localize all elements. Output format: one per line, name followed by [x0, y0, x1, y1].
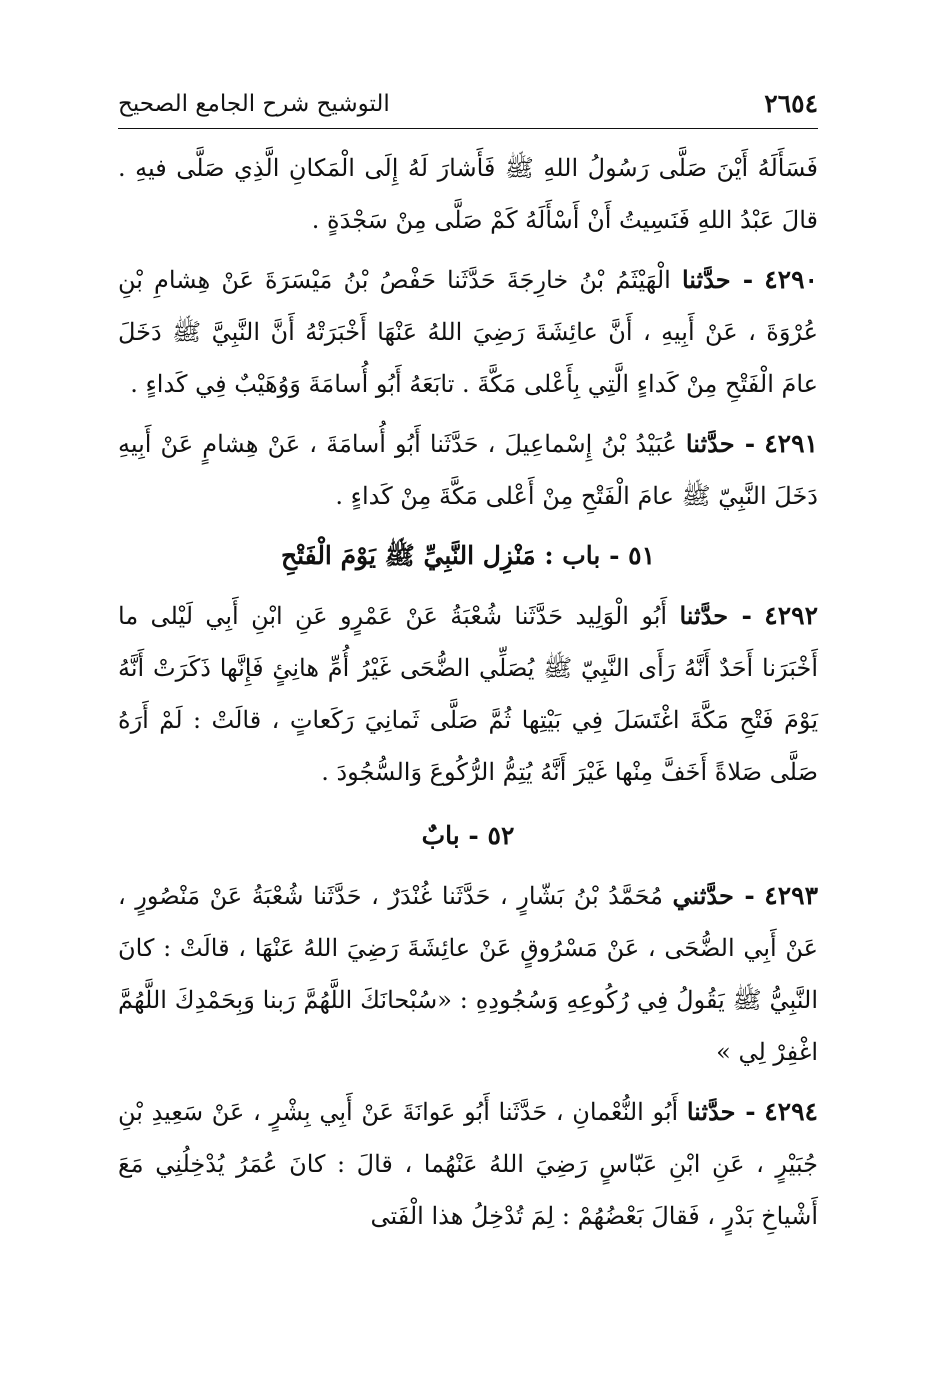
- running-title: التوشيح شرح الجامع الصحيح: [118, 91, 390, 117]
- hadith-text: الْهَيْثَمُ بْنُ خارِجَةَ حَدَّثَنا حَفْصُ بْنُ مَيْسَرَةَ عَنْ هِشامِ بْنِ عُرْوَةَ ، عَنْ أَبِيهِ ، أَنَّ عائِشَةَ رَضِيَ اللهُ عَنْهَا أَخْبَرَتْهُ أَنَّ النَّبِيَّ ﷺ دَخَلَ عامَ الْفَتْحِ مِنْ كَداءٍ الَّتِي بِأَعْلى مَكَّةَ . تابَعَهُ أَبُو أُسامَةَ وَوُهَيْبٌ فِي كَداءٍ .: [118, 266, 818, 398]
- hadith-lead: حدَّثنا: [686, 1097, 736, 1126]
- hadith-4293: ٤٢٩٣ - حدَّثني مُحَمَّدُ بْنُ بَشّارٍ ، حَدَّثَنا غُنْدَرٌ ، حَدَّثَنا شُعْبَةُ عَنْ مَنْصُورٍ ، عَنْ أَبِي الضُّحَى ، عَنْ مَسْرُوقٍ عَنْ عائِشَةَ رَضِيَ اللهُ عَنْهَا ، قالَتْ : كانَ النَّبِيُّ ﷺ يَقُولُ فِي رُكُوعِهِ وَسُجُودِهِ : «سُبْحانَكَ اللَّهُمَّ رَبنا وَبِحَمْدِكَ اللَّهُمَّ اغْفِرْ لِي »: [118, 881, 818, 1066]
- hadith-lead: حدَّثنا: [685, 429, 735, 458]
- hadith-lead: حدَّثنا: [681, 265, 731, 294]
- hadith-text: أَبُو الْوَلِيد حَدَّثَنا شُعْبَةُ عَنْ عَمْرٍو عَنِ ابْنِ أَبِي لَيْلى ما أَخْبَرَنا أَحَدٌ أَنَّهُ رَأَى النَّبِيّ ﷺ يُصَلِّي الضُّحَى غَيْرُ أُمِّ هانِئٍ فَإِنَّها ذَكَرَتْ أَنَّهُ يَوْمَ فَتْحِ مَكَّةَ اغْتَسَلَ فِي بَيْتِها ثُمَّ صَلَّى ثَمانِيَ رَكَعاتٍ ، قالَتْ : لَمْ أَرَهُ صَلَّى صَلاةً أَخَفَّ مِنْها غَيْرَ أَنَّهُ يُتِمُّ الرُّكُوعَ وَالسُّجُودَ .: [118, 602, 818, 786]
- chapter-heading-51: ٥١ - باب : مَنْزِل النَّبِيِّ ﷺ يَوْمَ الْفَتْحِ: [280, 541, 656, 570]
- hadith-number: ٤٢٩٣: [764, 881, 818, 910]
- paragraph-continuation: [118, 142, 818, 246]
- hadith-lead: حدَّثنا: [679, 601, 729, 630]
- hadith-lead: حدَّثني: [672, 881, 734, 910]
- hadith-text: عُبَيْدُ بْنُ إِسْماعِيلَ ، حَدَّثَنا أَبُو أُسامَةَ ، عَنْ هِشامٍ عَنْ أَبِيهِ دَخَلَ النَّبِيّ ﷺ عامَ الْفَتْحِ مِنْ أَعْلى مَكَّةَ مِنْ كَداءٍ .: [118, 430, 818, 510]
- page-number: ٢٦٥٤: [764, 89, 818, 118]
- hadith-4294: ٤٢٩٤ - حدَّثنا أَبُو النُّعْمانِ ، حَدَّثَنا أَبُو عَوانَةَ عَنْ أَبِي بِشْرٍ ، عَنْ سَعِيدِ بْنِ جُبَيْرٍ ، عَنِ ابْنِ عَبّاسٍ رَضِيَ اللهُ عَنْهُما ، قالَ : كانَ عُمَرُ يُدْخِلُنِي مَعَ أَشْياخِ بَدْرٍ ، فَقالَ بَعْضُهُمْ : لِمَ تُدْخِلُ هذا الْفَتى: [118, 1097, 818, 1230]
- page-body: [118, 142, 818, 1250]
- hadith-number: ٤٢٩١: [764, 429, 818, 458]
- page-header: [118, 86, 818, 126]
- hadith-4290: ٤٢٩٠ - حدَّثنا الْهَيْثَمُ بْنُ خارِجَةَ حَدَّثَنا حَفْصُ بْنُ مَيْسَرَةَ عَنْ هِشامِ بْنِ عُرْوَةَ ، عَنْ أَبِيهِ ، أَنَّ عائِشَةَ رَضِيَ اللهُ عَنْهَا أَخْبَرَتْهُ أَنَّ النَّبِيَّ ﷺ دَخَلَ عامَ الْفَتْحِ مِنْ كَداءٍ الَّتِي بِأَعْلى مَكَّةَ . تابَعَهُ أَبُو أُسامَةَ وَوُهَيْبٌ فِي كَداءٍ .: [118, 265, 818, 398]
- hadith-4291: ٤٢٩١ - حدَّثنا عُبَيْدُ بْنُ إِسْماعِيلَ ، حَدَّثَنا أَبُو أُسامَةَ ، عَنْ هِشامٍ عَنْ أَبِيهِ دَخَلَ النَّبِيّ ﷺ عامَ الْفَتْحِ مِنْ أَعْلى مَكَّةَ مِنْ كَداءٍ .: [118, 429, 818, 510]
- hadith-number: ٤٢٩٤: [764, 1097, 818, 1126]
- hadith-number: ٤٢٩٢: [764, 601, 818, 630]
- hadith-4292: ٤٢٩٢ - حدَّثنا أَبُو الْوَلِيد حَدَّثَنا شُعْبَةُ عَنْ عَمْرٍو عَنِ ابْنِ أَبِي لَيْلى ما أَخْبَرَنا أَحَدٌ أَنَّهُ رَأَى النَّبِيّ ﷺ يُصَلِّي الضُّحَى غَيْرُ أُمِّ هانِئٍ فَإِنَّها ذَكَرَتْ أَنَّهُ يَوْمَ فَتْحِ مَكَّةَ اغْتَسَلَ فِي بَيْتِها ثُمَّ صَلَّى ثَمانِيَ رَكَعاتٍ ، قالَتْ : لَمْ أَرَهُ صَلَّى صَلاةً أَخَفَّ مِنْها غَيْرَ أَنَّهُ يُتِمُّ الرُّكُوعَ وَالسُّجُودَ .: [118, 601, 818, 786]
- hadith-text: مُحَمَّدُ بْنُ بَشّارٍ ، حَدَّثَنا غُنْدَرٌ ، حَدَّثَنا شُعْبَةُ عَنْ مَنْصُورٍ ، عَنْ أَبِي الضُّحَى ، عَنْ مَسْرُوقٍ عَنْ عائِشَةَ رَضِيَ اللهُ عَنْهَا ، قالَتْ : كانَ النَّبِيُّ ﷺ يَقُولُ فِي رُكُوعِهِ وَسُجُودِهِ : «سُبْحانَكَ اللَّهُمَّ رَبنا وَبِحَمْدِكَ اللَّهُمَّ اغْفِرْ لِي »: [118, 882, 818, 1066]
- hadith-number: ٤٢٩٠: [764, 265, 818, 294]
- hadith-text: أَبُو النُّعْمانِ ، حَدَّثَنا أَبُو عَوانَةَ عَنْ أَبِي بِشْرٍ ، عَنْ سَعِيدِ بْنِ جُبَيْرٍ ، عَنِ ابْنِ عَبّاسٍ رَضِيَ اللهُ عَنْهُما ، قالَ : كانَ عُمَرُ يُدْخِلُنِي مَعَ أَشْياخِ بَدْرٍ ، فَقالَ بَعْضُهُمْ : لِمَ تُدْخِلُ هذا الْفَتى: [118, 1098, 818, 1230]
- chapter-heading-52: ٥٢ - بابٌ: [421, 821, 515, 850]
- paragraph-text: فَسَأَلَهُ أَيْنَ صَلَّى رَسُولُ اللهِ ﷺ فَأَشارَ لَهُ إِلَى الْمَكانِ الَّذِي صَلَّى فيهِ . قالَ عَبْدُ اللهِ فَنَسِيتُ أَنْ أَسْأَلَهُ كَمْ صَلَّى مِنْ سَجْدَةٍ .: [118, 154, 818, 234]
- header-rule: [118, 128, 818, 129]
